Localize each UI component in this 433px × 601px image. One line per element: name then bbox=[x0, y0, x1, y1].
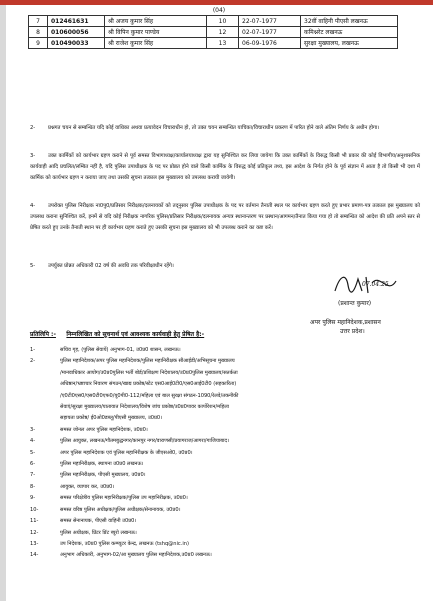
cell-id: 012461631 bbox=[48, 16, 105, 27]
list-item bbox=[30, 413, 425, 424]
cell-name: श्री विपिन कुमार पाण्डेय bbox=[105, 27, 207, 38]
list-item bbox=[30, 425, 425, 436]
list-item bbox=[30, 436, 425, 447]
list-item-text: सचिव गृह, (पुलिस सेवायें) अनुभाग-01, उ0प्र0 शासन, लखनऊ। bbox=[60, 347, 181, 353]
paragraph-text: उपरोक्त पुलिस निरीक्षक ना0पु0/प्रतिसार निरीक्षक/दलनायकों को तद्नुसार पुलिस उपाधीक्षक के पद पर वर्तमान तैनाती स्थल पर कार्यभार ग्रहण करते हुए प्रभार प्रमाण-पत्र तत्काल इस मुख्यालय को उपलब्ध कराना सुनिश्चित करें, इनमें से यदि कोई निरीक्षक नागरिक पुलिस/प्रतिसार निरीक्षक/दलनायक अन्यत्र स्थानान्तरण पर प्रस्थान/आगमन/तैनात किया गया हो तो सम्बन्धित को आदेश की प्रति अपने स्तर से प्रेषित करते हुए उनके तैनाती स्थान पर ही कार्यभार ग्रहण कराते हुए उसकी सूचना इस मुख्यालय को भी उपलब्ध कराने का कष्ट करें। bbox=[30, 203, 420, 231]
list-item-text: उप निदेशक, उ0प्र0 पुलिस कम्प्यूटर केन्द्र, लखनऊ (tshq@nic.in) bbox=[60, 540, 189, 547]
list-item bbox=[30, 448, 425, 459]
list-item-number: 13- bbox=[30, 540, 39, 547]
paragraph-5 bbox=[30, 261, 330, 272]
list-item-number bbox=[30, 413, 60, 424]
officer-table bbox=[28, 15, 398, 49]
page-number: (04) bbox=[212, 7, 226, 14]
list-item-text: /ए0टी0एस0/एस0टी0एफ0/यू0पी0-112/महिला एवं बाल सुरक्षा संगठन-1090/रेलवे/तकनीकी bbox=[60, 392, 239, 399]
cell-date: 02-07-1977 bbox=[239, 27, 301, 38]
paragraph-number: 5- bbox=[30, 263, 36, 269]
list-item-text: समस्त वरिष्ठ पुलिस अधीक्षक/पुलिस अधीक्षक/सेनानायक, उ0प्र0। bbox=[60, 506, 181, 513]
signatory-state: उत्तर प्रदेश। bbox=[340, 328, 365, 335]
copy-label: प्रतिलिपि :- bbox=[30, 331, 56, 338]
copy-to-header bbox=[30, 330, 204, 338]
list-item-number: 10- bbox=[30, 506, 39, 513]
list-item-text: समस्त परिक्षेत्रीय पुलिस महानिरीक्षक/पुलिस उप महानिरीक्षक, उ0प्र0। bbox=[60, 495, 188, 502]
cell-serial: 9 bbox=[29, 38, 48, 49]
paragraph-number: 4- bbox=[30, 203, 36, 209]
list-item bbox=[30, 459, 425, 470]
list-item-text: पुलिस महानिरीक्षक, पीएसी मुख्यालय, उ0प्र0। bbox=[60, 472, 146, 479]
list-item bbox=[30, 539, 425, 550]
list-item-number: 1- bbox=[30, 347, 36, 353]
list-item-text: पुलिस आयुक्त, लखनऊ/गौतमबुद्धनगर/कानपुर नगर/वाराणसी/प्रयागराज/आगरा/गाजियाबाद। bbox=[60, 438, 229, 445]
list-item-number: 2- bbox=[30, 358, 36, 365]
cell-unit: सुरक्षा मुख्यालय, लखनऊ bbox=[301, 38, 398, 49]
paragraph-3 bbox=[30, 151, 420, 184]
cell-date: 06-09-1976 bbox=[239, 38, 301, 49]
cell-name: श्री राजेश कुमार सिंह bbox=[105, 38, 207, 49]
table-row bbox=[29, 38, 398, 49]
table-row bbox=[29, 16, 398, 27]
list-item bbox=[30, 516, 425, 527]
list-item bbox=[30, 368, 425, 379]
viewer-side-strip bbox=[0, 5, 6, 601]
table-row bbox=[29, 27, 398, 38]
copy-intro: निम्नलिखित को सूचनार्थ एवं आवश्यक कार्यवाही हेतु प्रेषित है:- bbox=[66, 331, 205, 338]
cell-id: 010600056 bbox=[48, 27, 105, 38]
list-item-text: आयुक्त, व्यापार कर, उ0प्र0। bbox=[60, 483, 115, 490]
list-item bbox=[30, 379, 425, 390]
cell-name: श्री अजय कुमार सिंह bbox=[105, 16, 207, 27]
list-item-text: समस्त जोनल अपर पुलिस महानिदेशक, उ0प्र0। bbox=[60, 426, 148, 433]
cell-number: 13 bbox=[207, 38, 239, 49]
cell-id: 010490033 bbox=[48, 38, 105, 49]
list-item bbox=[30, 356, 425, 367]
list-item-number: 6- bbox=[30, 461, 36, 468]
cell-number: 12 bbox=[207, 27, 239, 38]
list-item bbox=[30, 528, 425, 539]
paragraph-2 bbox=[30, 123, 420, 134]
paragraph-4 bbox=[30, 201, 420, 234]
list-item bbox=[30, 391, 425, 402]
list-item bbox=[30, 493, 425, 504]
list-item-number: 4- bbox=[30, 438, 36, 445]
signature-date: 07.04.25 bbox=[362, 281, 389, 288]
cell-unit: 32वीं वाहिनी पीएसी लखनऊ bbox=[301, 16, 398, 27]
list-item bbox=[30, 505, 425, 516]
cell-number: 10 bbox=[207, 16, 239, 27]
cell-serial: 8 bbox=[29, 27, 48, 38]
list-item-number: 9- bbox=[30, 495, 36, 502]
list-item bbox=[30, 482, 425, 493]
list-item-text: /मानवाधिकार आयोग/उ0प्र0पुलिस भर्ती बोर्ड/प्रशिक्षण निदेशालय/उ0प्र0पुलिस मुख्यालय/सतर्कता bbox=[60, 369, 238, 376]
list-item-text: सेवाएं/सुरक्षा मुख्यालय/यातायात निदेशालय/विशेष जांच प्रकोष्ठ/उ0प्र0पावर कार्पोरेशन/महिला bbox=[60, 404, 229, 411]
paragraph-text: प्रश्नगत चयन से सम्बन्धित यदि कोई वाधिका अथवा प्रत्यावेदन विचाराधीन हो, तो उक्त चयन सम्बन्धित याचिका/विचाराधीन प्रकरण में पारित होने वाले अंतिम निर्णय के अधीन होगा। bbox=[48, 125, 380, 131]
signature-block bbox=[310, 269, 420, 313]
list-item bbox=[30, 402, 425, 413]
list-item-number bbox=[30, 391, 60, 402]
paragraph-text: उक्त कार्मिकों को कार्यभार ग्रहण कराने से पूर्व समस्त विभागाध्यक्ष/कार्यालयाध्यक्ष द्वारा यह सुनिश्चित कर लिया जायेगा कि उक्त कार्मिकों के विरुद्ध किसी भी प्रकार की कोई विभागीय/अनुशासनिक कार्यवाही आदि प्रचलित/लम्बित नहीं है, यदि पुलिस उपाधीक्षक के पद पर प्रोन्नत होने वाले किसी कार्मिक के विरुद्ध कोई प्रतिकूल तथ्य, इस आदेश के निर्गत होने के पूर्व संज्ञान में आता है तो किसी भी दशा में कार्मिक को कार्यभार ग्रहण न कराया जाए तथा उसकी सूचना तत्काल इस मुख्यालय को उपलब्ध करायी जायेगी। bbox=[30, 153, 420, 181]
list-item bbox=[30, 345, 425, 356]
list-item-number bbox=[30, 368, 60, 379]
paragraph-number: 3- bbox=[30, 153, 36, 159]
list-item-number: 11- bbox=[30, 518, 39, 525]
list-item-number bbox=[30, 379, 60, 390]
list-item-text: अपर पुलिस महानिदेशक एवं पुलिस महानिरीक्षक के जीएसओ0, उ0प्र0। bbox=[60, 449, 193, 456]
paragraph-text: उपर्युक्त प्रोन्नत अधिकारी 02 वर्ष की अवधि तक परिवीक्षाधीन रहेंगे। bbox=[48, 263, 174, 269]
list-item-text: सहायता प्रकोष्ठ/ ई0ओ0डब्लू/पीएसी मुख्यालय, उ0प्र0। bbox=[60, 415, 163, 422]
signatory-designation: अपर पुलिस महानिदेशक,प्रशासन bbox=[310, 319, 381, 326]
paragraph-number: 2- bbox=[30, 125, 36, 131]
list-item-text: पुलिस महानिदेशक/अपर पुलिस महानिदेशक/पुलिस महानिरीक्षक सीआईडी/अभिसूचना मुख्यालय bbox=[60, 358, 235, 365]
list-item-number: 7- bbox=[30, 472, 36, 479]
document-page bbox=[10, 5, 428, 601]
cell-unit: कमिश्नरेट लखनऊ bbox=[301, 27, 398, 38]
cell-serial: 7 bbox=[29, 16, 48, 27]
list-item-number: 14- bbox=[30, 552, 39, 559]
list-item-text: समस्त सेनानायक, पीएसी वाहिनी उ0प्र0। bbox=[60, 518, 137, 525]
list-item-text: अधिष्ठान/भ्रष्टाचार निवारण संगठन/खाद्य प्रकोष्ठ/स्टेट एस0आई0टी0/एस0आई0टी0 (सहकारिता) bbox=[60, 381, 237, 388]
list-item bbox=[30, 550, 425, 561]
list-item-text: पुलिस महानिरीक्षक, स्थापना उ0प्र0 लखनऊ। bbox=[60, 461, 144, 468]
cell-date: 22-07-1977 bbox=[239, 16, 301, 27]
list-item-number: 12- bbox=[30, 529, 39, 536]
signatory-name: (प्रशान्त कुमार) bbox=[338, 300, 372, 307]
list-item-text: अनुभाग अधिकारी, अनुभाग-02/आ मुख्यालय पुलिस महानिदेशक,उ0प्र0 लखनऊ। bbox=[60, 552, 212, 559]
list-item-number: 3- bbox=[30, 426, 36, 433]
list-item-number: 5- bbox=[30, 449, 36, 456]
list-item bbox=[30, 470, 425, 481]
list-item-number: 8- bbox=[30, 483, 36, 490]
copy-recipient-list bbox=[30, 345, 425, 562]
list-item-number bbox=[30, 402, 60, 413]
list-item-text: पुलिस अधीक्षक, प्रिंटर प्रिंट ब्यूरो लखनऊ। bbox=[60, 529, 137, 536]
